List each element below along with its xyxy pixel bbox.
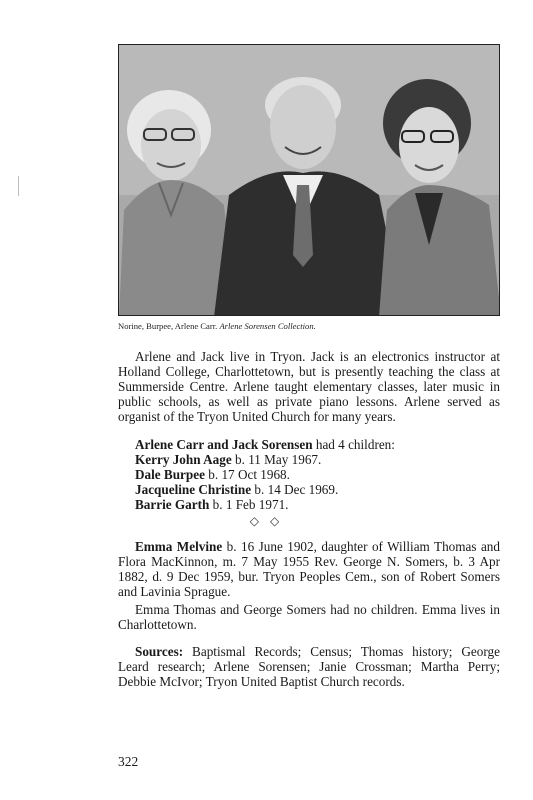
- caption-credit: Arlene Sorensen Collection.: [219, 321, 316, 331]
- photo-caption: [118, 321, 316, 331]
- section-divider-ornament: ◇ ◇: [249, 514, 284, 528]
- family-photograph: [118, 44, 500, 316]
- child-entry: [135, 467, 395, 482]
- paragraph-text: Arlene and Jack live in Tryon. Jack is an electronics instructor at Holland College, Charlottetown, but is presently teaching the class at Summerside Centre. Arlene taught elementary classes, later music in public schools, as well as private piano lessons. Arlene served as organist of the Tryon United Church for many years.: [118, 349, 500, 424]
- left-person-face: [141, 109, 201, 181]
- children-list: [135, 437, 395, 512]
- sources-paragraph: [118, 644, 500, 689]
- emma-entry: [118, 539, 500, 632]
- page-number: 322: [118, 754, 139, 769]
- child-entry: [135, 452, 395, 467]
- center-person-face: [270, 85, 336, 169]
- child-detail: b. 11 May 1967.: [231, 452, 322, 467]
- child-detail: b. 1 Feb 1971.: [209, 497, 289, 512]
- arlene-jack-paragraph: [118, 349, 500, 424]
- sources-label: Sources:: [135, 644, 184, 659]
- child-entry: [135, 497, 395, 512]
- right-person-face: [399, 107, 459, 183]
- child-name: Dale Burpee: [135, 467, 205, 482]
- parents-names: Arlene Carr and Jack Sorensen: [135, 437, 313, 452]
- child-name: Barrie Garth: [135, 497, 210, 512]
- children-heading-rest: had 4 children:: [312, 437, 395, 452]
- caption-names: Norine, Burpee, Arlene Carr.: [118, 321, 218, 331]
- emma-details: b. 16 June 1902, daughter of William Thomas and Flora MacKinnon, m. 7 May 1955 Rev. George N. Somers, b. 3 Apr 1882, d. 9 Dec 1959, bur. Tryon Peoples Cem., son of Robert Somers and Lavinia Sprague.: [118, 539, 500, 599]
- emma-name: Emma Melvine: [135, 539, 223, 554]
- child-name: Jacqueline Christine: [135, 482, 252, 497]
- photo-illustration: [119, 45, 500, 316]
- child-name: Kerry John Aage: [135, 452, 232, 467]
- child-entry: [135, 482, 395, 497]
- child-detail: b. 17 Oct 1968.: [204, 467, 290, 482]
- sources-block: [118, 644, 500, 689]
- scan-mark: [18, 176, 19, 196]
- children-heading: [135, 437, 395, 452]
- emma-paragraph: [118, 539, 500, 599]
- emma-second-paragraph: Emma Thomas and George Somers had no children. Emma lives in Charlottetown.: [118, 602, 500, 632]
- child-detail: b. 14 Dec 1969.: [251, 482, 339, 497]
- sources-list: Baptismal Records; Census; Thomas history; George Leard research; Arlene Sorensen; Janie Crossman; Martha Perry; Debbie McIvor; Tryon United Baptist Church records.: [118, 644, 500, 689]
